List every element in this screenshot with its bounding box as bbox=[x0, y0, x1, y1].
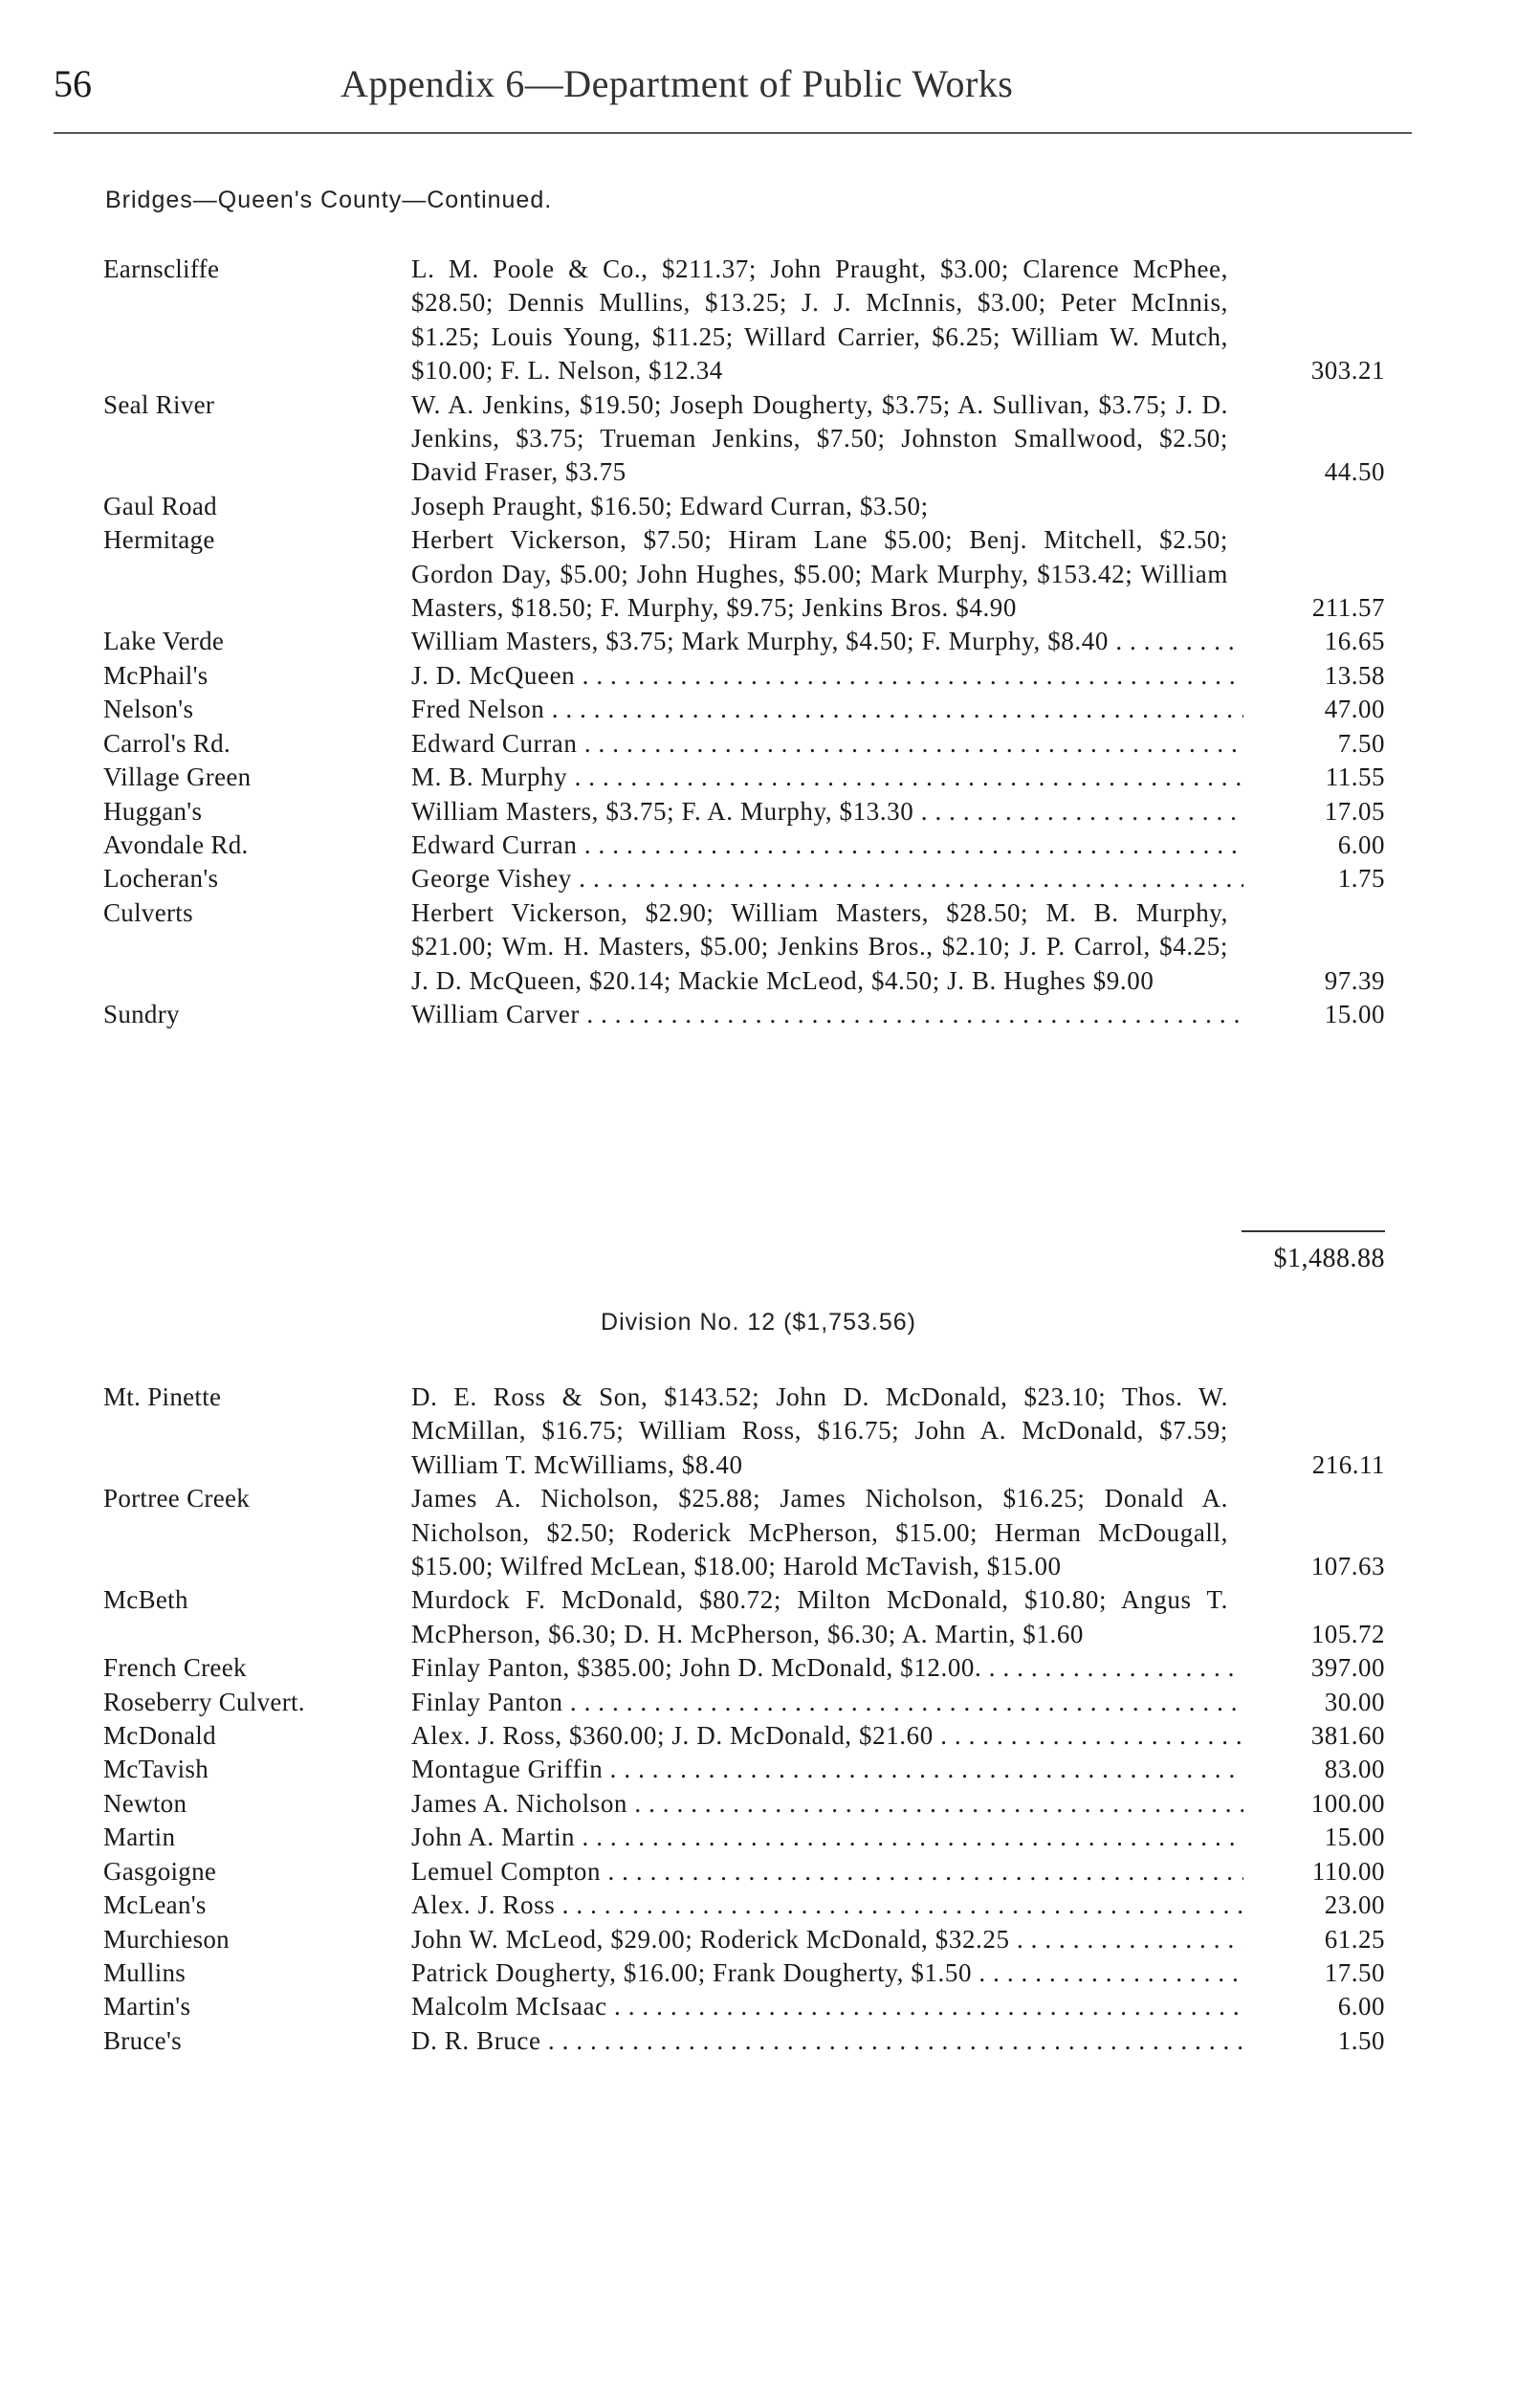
entry-payees: Joseph Praught, $16.50; Edward Curran, $3.50; bbox=[411, 491, 929, 520]
entry-amount: 6.00 bbox=[1337, 829, 1385, 859]
entry-payees: William Carver . . . bbox=[411, 998, 1243, 1031]
entry-payees: Patrick Dougherty, $16.00; Frank Dougherty, $1.50 . . . bbox=[411, 1956, 1243, 1990]
entry-payees: James A. Nicholson . . . bbox=[411, 1787, 1243, 1821]
entry-amount: 105.72 bbox=[1310, 1619, 1385, 1648]
entry-row bbox=[103, 998, 1385, 1031]
entry-amount: 13.58 bbox=[1324, 660, 1385, 690]
entry-row bbox=[103, 761, 1385, 794]
entry-location: Roseberry Culvert. bbox=[103, 1687, 305, 1716]
entry-row bbox=[103, 1583, 1385, 1651]
section-heading: Bridges—Queen's County—Continued. bbox=[105, 187, 553, 213]
entry-payees: John W. McLeod, $29.00; Roderick McDonald, $32.25 . . . bbox=[411, 1923, 1243, 1956]
entry-amount: 97.39 bbox=[1324, 965, 1385, 995]
entry-amount: 381.60 bbox=[1310, 1721, 1385, 1751]
entry-amount: 6.00 bbox=[1337, 1992, 1385, 2021]
entry-payees: Finlay Panton . . . bbox=[411, 1686, 1243, 1719]
entry-payees: Herbert Vickerson, $7.50; Hiram Lane $5.00; Benj. Mitchell, $2.50; Gordon Day, $5.00; John Hughes, $5.00; Mark Murphy, $153.42; William Masters, $18.50; F. Murphy, $9.75; Jenkins Bros. $4.90 bbox=[411, 525, 1228, 623]
entry-amount: 110.00 bbox=[1311, 1856, 1385, 1886]
entry-location: Gaul Road bbox=[103, 491, 217, 520]
entry-row bbox=[103, 1719, 1385, 1753]
entry-location: Lake Verde bbox=[103, 627, 225, 656]
entry-amount: 15.00 bbox=[1324, 1823, 1385, 1852]
entry-location: Mt. Pinette bbox=[103, 1382, 222, 1411]
entry-row bbox=[103, 693, 1385, 726]
entry-row bbox=[103, 1889, 1385, 1922]
entry-row bbox=[103, 1990, 1385, 2023]
entry-amount: 23.00 bbox=[1324, 1890, 1385, 1920]
entry-row bbox=[103, 1686, 1385, 1719]
entry-payees: Malcolm McIsaac . . . bbox=[411, 1990, 1243, 2023]
entry-row bbox=[103, 1787, 1385, 1821]
entry-payees: Lemuel Compton . . . bbox=[411, 1855, 1243, 1889]
entry-amount: 44.50 bbox=[1324, 457, 1385, 487]
entry-payees: Montague Griffin . . . bbox=[411, 1753, 1243, 1786]
entry-location: Martin's bbox=[103, 1992, 191, 2021]
entry-amount: 16.65 bbox=[1324, 627, 1385, 656]
entry-payees: William Masters, $3.75; F. A. Murphy, $13.30 . . . bbox=[411, 795, 1243, 828]
entry-location: Locheran's bbox=[103, 864, 219, 894]
entry-location: Village Green bbox=[103, 762, 252, 792]
entry-payees: M. B. Murphy . . . bbox=[411, 761, 1243, 794]
header-rule bbox=[54, 132, 1412, 134]
entry-location: Hermitage bbox=[103, 525, 215, 555]
entry-amount: 47.00 bbox=[1324, 695, 1385, 724]
entry-amount: 303.21 bbox=[1310, 356, 1385, 386]
entry-location: Huggan's bbox=[103, 796, 203, 826]
entry-payees: Alex. J. Ross . . . bbox=[411, 1889, 1243, 1922]
entry-payees: Herbert Vickerson, $2.90; William Masters, $28.50; M. B. Murphy, $21.00; Wm. H. Masters, $5.00; Jenkins Bros., $2.10; J. P. Carrol, $4.25; J. D. McQueen, $20.14; Mackie McLeod, $4.50; J. B. Hughes $9.00 bbox=[411, 897, 1228, 995]
entry-amount: 1.50 bbox=[1337, 2025, 1385, 2055]
entry-location: Sundry bbox=[103, 999, 180, 1028]
entry-amount: 397.00 bbox=[1310, 1653, 1385, 1683]
entry-payees: John A. Martin . . . bbox=[411, 1821, 1243, 1854]
running-title: Appendix 6—Department of Public Works bbox=[341, 62, 1014, 105]
entry-location: McPhail's bbox=[103, 660, 209, 690]
entry-row bbox=[103, 490, 1385, 523]
entry-payees: Edward Curran . . . bbox=[411, 727, 1243, 761]
entry-row bbox=[103, 253, 1385, 388]
entry-row bbox=[103, 2024, 1385, 2058]
entry-payees: D. E. Ross & Son, $143.52; John D. McDonald, $23.10; Thos. W. McMillan, $16.75; William Ross, $16.75; John A. McDonald, $7.59; William T. McWilliams, $8.40 bbox=[411, 1382, 1228, 1479]
total-rule bbox=[1242, 1230, 1385, 1232]
entry-payees: Fred Nelson . . . bbox=[411, 693, 1243, 726]
entry-payees: James A. Nicholson, $25.88; James Nicholson, $16.25; Donald A. Nicholson, $2.50; Roderick McPherson, $15.00; Herman McDougall, $15.00; Wilfred McLean, $18.00; Harold McTavish, $15.00 bbox=[411, 1484, 1228, 1581]
entry-location: McTavish bbox=[103, 1755, 209, 1784]
entry-amount: 15.00 bbox=[1324, 999, 1385, 1028]
entry-payees: George Vishey . . . bbox=[411, 862, 1243, 895]
entry-row bbox=[103, 1381, 1385, 1482]
entry-amount: 17.50 bbox=[1324, 1957, 1385, 1987]
entry-location: Murchieson bbox=[103, 1924, 230, 1954]
entry-payees: D. R. Bruce . . . bbox=[411, 2024, 1243, 2058]
entry-amount: 1.75 bbox=[1337, 864, 1385, 894]
entry-amount: 211.57 bbox=[1311, 593, 1385, 623]
entry-location: Carrol's Rd. bbox=[103, 728, 231, 758]
entry-amount: 17.05 bbox=[1324, 796, 1385, 826]
entry-location: McDonald bbox=[103, 1721, 216, 1751]
entry-payees: W. A. Jenkins, $19.50; Joseph Dougherty, $3.75; A. Sullivan, $3.75; J. D. Jenkins, $3.75; Trueman Jenkins, $7.50; Johnston Smallwood, $2.50; David Fraser, $3.75 bbox=[411, 389, 1228, 487]
entry-location: Nelson's bbox=[103, 695, 194, 724]
entry-amount: 83.00 bbox=[1324, 1755, 1385, 1784]
entry-row bbox=[103, 828, 1385, 862]
entry-location: Seal River bbox=[103, 389, 215, 419]
division-heading: Division No. 12 ($1,753.56) bbox=[601, 1309, 916, 1336]
section-entries bbox=[103, 253, 1385, 1031]
entry-row bbox=[103, 1651, 1385, 1685]
entry-row bbox=[103, 727, 1385, 761]
entry-payees: Murdock F. McDonald, $80.72; Milton McDonald, $10.80; Angus T. McPherson, $6.30; D. H. McPherson, $6.30; A. Martin, $1.60 bbox=[411, 1585, 1228, 1648]
section-total: $1,488.88 bbox=[1273, 1244, 1385, 1273]
entry-row bbox=[103, 1956, 1385, 1990]
entry-row bbox=[103, 862, 1385, 895]
entry-row bbox=[103, 896, 1385, 998]
entry-location: Gasgoigne bbox=[103, 1856, 217, 1886]
entry-location: Avondale Rd. bbox=[103, 829, 249, 859]
entry-amount: 61.25 bbox=[1324, 1924, 1385, 1954]
entry-payees: Edward Curran . . . bbox=[411, 828, 1243, 862]
entry-location: Portree Creek bbox=[103, 1484, 251, 1513]
entry-location: McLean's bbox=[103, 1890, 207, 1920]
entry-row bbox=[103, 1821, 1385, 1854]
entry-row bbox=[103, 795, 1385, 828]
entry-payees: Alex. J. Ross, $360.00; J. D. McDonald, $21.60 . . . bbox=[411, 1719, 1243, 1753]
entry-amount: 107.63 bbox=[1310, 1552, 1385, 1581]
entry-row bbox=[103, 1855, 1385, 1889]
entry-location: French Creek bbox=[103, 1653, 247, 1683]
division-entries bbox=[103, 1381, 1385, 2058]
entry-amount: 100.00 bbox=[1310, 1788, 1385, 1818]
entry-payees: William Masters, $3.75; Mark Murphy, $4.50; F. Murphy, $8.40 . . . bbox=[411, 625, 1243, 658]
page-number: 56 bbox=[54, 62, 92, 105]
entry-row bbox=[103, 523, 1385, 625]
entry-row bbox=[103, 625, 1385, 658]
entry-location: Newton bbox=[103, 1788, 187, 1818]
entry-row bbox=[103, 659, 1385, 693]
entry-payees: L. M. Poole & Co., $211.37; John Praught, $3.00; Clarence McPhee, $28.50; Dennis Mullins, $13.25; J. J. McInnis, $3.00; Peter McInnis, $1.25; Louis Young, $11.25; Willard Carrier, $6.25; William W. Mutch, $10.00; F. L. Nelson, $12.34 bbox=[411, 254, 1228, 386]
entry-row bbox=[103, 388, 1385, 490]
entry-row bbox=[103, 1482, 1385, 1583]
entry-location: McBeth bbox=[103, 1585, 188, 1615]
entry-amount: 30.00 bbox=[1324, 1687, 1385, 1716]
entry-amount: 216.11 bbox=[1311, 1449, 1385, 1479]
entry-amount: 11.55 bbox=[1325, 762, 1385, 792]
entry-location: Mullins bbox=[103, 1957, 187, 1987]
entry-location: Culverts bbox=[103, 897, 193, 927]
page-header bbox=[54, 61, 1412, 119]
entry-location: Martin bbox=[103, 1823, 176, 1852]
entry-row bbox=[103, 1753, 1385, 1786]
entry-payees: J. D. McQueen . . . bbox=[411, 659, 1243, 693]
entry-amount: 7.50 bbox=[1337, 728, 1385, 758]
entry-row bbox=[103, 1923, 1385, 1956]
entry-location: Bruce's bbox=[103, 2025, 182, 2055]
entry-location: Earnscliffe bbox=[103, 254, 220, 283]
entry-payees: Finlay Panton, $385.00; John D. McDonald, $12.00. . . . bbox=[411, 1651, 1243, 1685]
